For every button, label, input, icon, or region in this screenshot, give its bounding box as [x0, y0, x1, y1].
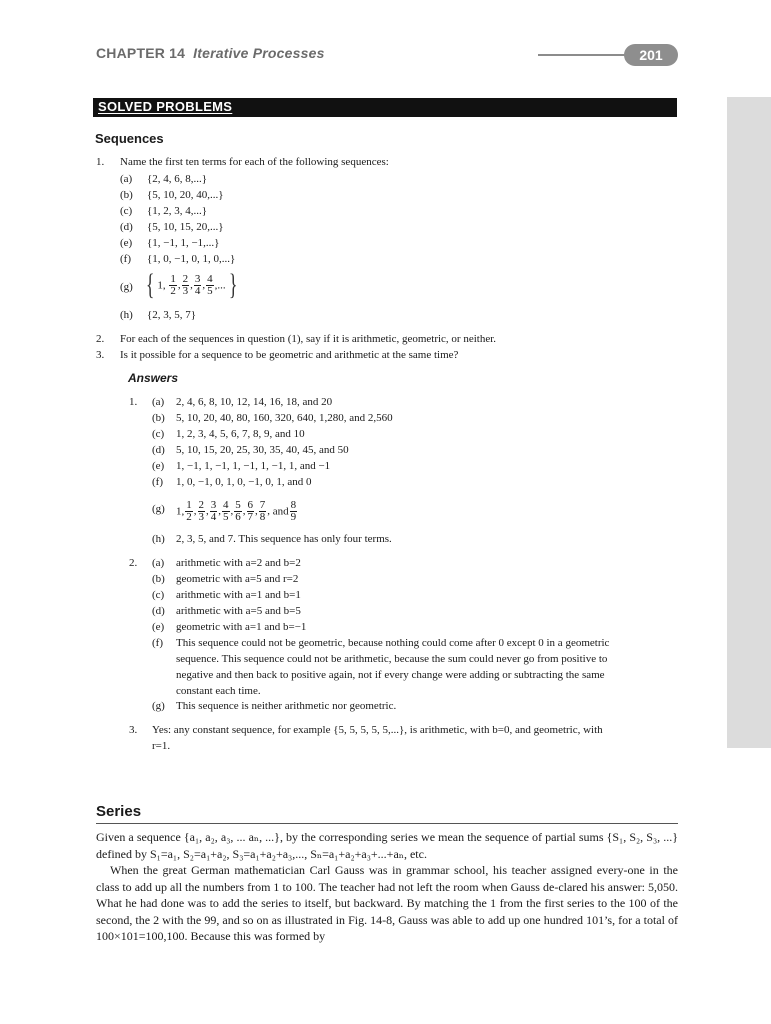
fraction: $\frac{5}{6}$	[235, 498, 241, 523]
q1-item-label: (f)	[120, 253, 131, 265]
fraction: $\frac{4}{5}$	[207, 272, 213, 297]
a2-f-label: (f)	[152, 637, 163, 649]
a1-item-label: (a)	[152, 396, 165, 408]
a2-item-text: geometric with a=1 and b=−1	[176, 621, 307, 633]
fraction: $\frac{1}{2}$	[186, 498, 192, 523]
q1-h-text: {2, 3, 5, 7}	[147, 309, 197, 321]
a2-item-text: arithmetic with a=5 and b=5	[176, 605, 301, 617]
a1-item-text: 5, 10, 20, 40, 80, 160, 320, 640, 1,280, and 2,560	[176, 412, 393, 424]
a1-number: 1.	[129, 396, 138, 408]
a2-item-label: (b)	[152, 573, 165, 585]
fraction: $\frac{7}{8}$	[259, 498, 266, 523]
q1-item-label: (c)	[120, 205, 133, 217]
a1-item-text: 2, 4, 6, 8, 10, 12, 14, 16, 18, and 20	[176, 396, 333, 408]
chapter-number: CHAPTER 14	[96, 45, 186, 61]
chapter-title: Iterative Processes	[193, 45, 325, 61]
q2-number: 2.	[96, 333, 105, 345]
q1-item-text: {1, 0, −1, 0, 1, 0,...}	[147, 253, 236, 265]
a2-g-text: This sequence is neither arithmetic nor geometric.	[176, 700, 397, 712]
margin-shade	[727, 97, 771, 748]
fraction: $\frac{8}{9}$	[290, 498, 297, 523]
q1-item-text: {1, −1, 1, −1,...}	[147, 237, 220, 249]
q1-item-text: {1, 2, 3, 4,...}	[147, 205, 208, 217]
a1-item-label: (b)	[152, 412, 165, 424]
q1-item-label: (b)	[120, 189, 133, 201]
a2-item-label: (e)	[152, 621, 165, 633]
q3-text: Is it possible for a sequence to be geometric and arithmetic at the same time?	[120, 349, 459, 361]
a1-g-label: (g)	[152, 503, 165, 515]
q3-number: 3.	[96, 349, 105, 361]
right-brace: }	[228, 268, 238, 302]
q1-item-label: (a)	[120, 173, 133, 185]
gauss-paragraph: When the great German mathematician Carl Gauss was in grammar school, his teacher assigned every-one in the class to add up all the numbers from 1 to 100. The teacher had not left the room when Gauss de-clared his answer: 5,050. What he had done was to add the series to itself, but backward. By matching the 1 from the first series to the 100 of the second, the 2 with the 99, and so on as illustrated in Fig. 14-8, Gauss was able to add up one hundred 101’s, for a total of 100×101=100,100. Because this was formed by	[96, 863, 678, 943]
fraction: $\frac{3}{4}$	[194, 272, 201, 297]
q1-item-text: {2, 4, 6, 8,...}	[147, 173, 208, 185]
a2-f-line: negative and then back to positive again, not if every change were adding or subtracting the same	[176, 669, 605, 681]
a2-item-text: arithmetic with a=2 and b=2	[176, 557, 301, 569]
q1-g-expression: { 1, $\frac{1}{2}$ , $\frac{2}{3}$ , $\frac{3}{4}$ , $\frac{4}{5}$ ,...}	[143, 265, 240, 305]
q1-h-label: (h)	[120, 309, 133, 321]
a1-g-expression: 1, $\frac{1}{2}$ , $\frac{2}{3}$ , $\frac{3}{4}$ , $\frac{4}{5}$ , $\frac{5}{6}$ , $\frac{6}{7}$ , $\frac{7}{8}$ , and $\frac{8}{9}$	[176, 498, 297, 523]
page-number-badge: 201	[624, 44, 678, 66]
a2-item-label: (c)	[152, 589, 165, 601]
a2-item-label: (a)	[152, 557, 165, 569]
a2-f-line: sequence. This sequence could not be arithmetic, because the sum could never go from positive to	[176, 653, 608, 665]
a1-item-label: (f)	[152, 476, 163, 488]
a2-g-label: (g)	[152, 700, 165, 712]
chapter-header	[96, 45, 325, 61]
solved-problems-title: SOLVED PROBLEMS	[98, 99, 233, 114]
q1-item-label: (d)	[120, 221, 133, 233]
a2-number: 2.	[129, 557, 138, 569]
a1-h-label: (h)	[152, 533, 165, 545]
fraction: $\frac{1}{2}$	[170, 272, 176, 297]
a3-line: r=1.	[152, 740, 171, 752]
fraction: $\frac{4}{5}$	[223, 498, 229, 523]
fraction: $\frac{3}{4}$	[210, 498, 217, 523]
a2-f-line: constant each time.	[176, 685, 261, 697]
fraction: $\frac{2}{3}$	[198, 498, 204, 523]
q1-g-label: (g)	[120, 281, 133, 293]
left-brace: {	[145, 268, 155, 302]
a2-item-text: arithmetic with a=1 and b=1	[176, 589, 301, 601]
a1-item-text: 1, 0, −1, 0, 1, 0, −1, 0, 1, and 0	[176, 476, 312, 488]
a1-item-text: 1, 2, 3, 4, 5, 6, 7, 8, 9, and 10	[176, 428, 305, 440]
series-rule	[96, 823, 678, 824]
a1-item-text: 1, −1, 1, −1, 1, −1, 1, −1, 1, and −1	[176, 460, 331, 472]
a1-item-label: (e)	[152, 460, 165, 472]
fraction: $\frac{2}{3}$	[182, 272, 189, 297]
answers-heading: Answers	[128, 371, 179, 385]
solved-problems-banner	[93, 98, 677, 117]
q1-item-text: {5, 10, 20, 40,...}	[147, 189, 224, 201]
a3-line: Yes: any constant sequence, for example {5, 5, 5, 5, 5,...}, is arithmetic, with b=0, and geometric, with	[152, 724, 603, 736]
a3-number: 3.	[129, 724, 138, 736]
q1-item-text: {5, 10, 15, 20,...}	[147, 221, 224, 233]
header-rule	[538, 54, 630, 56]
fraction: $\frac{6}{7}$	[247, 498, 253, 523]
q1-number: 1.	[96, 156, 105, 168]
a1-item-text: 5, 10, 15, 20, 25, 30, 35, 40, 45, and 50	[176, 444, 349, 456]
a2-item-label: (d)	[152, 605, 165, 617]
a1-h-text: 2, 3, 5, and 7. This sequence has only four terms.	[176, 533, 392, 545]
sequences-heading: Sequences	[95, 131, 164, 146]
a1-item-label: (d)	[152, 444, 165, 456]
q1-item-label: (e)	[120, 237, 133, 249]
q1-text: Name the first ten terms for each of the following sequences:	[120, 156, 389, 168]
a2-item-text: geometric with a=5 and r=2	[176, 573, 299, 585]
a2-f-line: This sequence could not be geometric, because nothing could come after 0 except 0 in a geometric	[176, 637, 610, 649]
series-definition-paragraph: Given a sequence {a₁, a₂, a₃, ... aₙ, ...}, by the corresponding series we mean the sequence of partial sums {S₁, S₂, S₃, ...} defined by S₁=a₁, S₂=a₁+a₂, S₃=a₁+a₂+a₃,..., Sₙ=a₁+a₂+a₃+...+aₙ, etc.	[96, 830, 678, 861]
q2-text: For each of the sequences in question (1), say if it is arithmetic, geometric, or neither.	[120, 333, 497, 345]
series-heading: Series	[96, 803, 142, 820]
a1-item-label: (c)	[152, 428, 165, 440]
